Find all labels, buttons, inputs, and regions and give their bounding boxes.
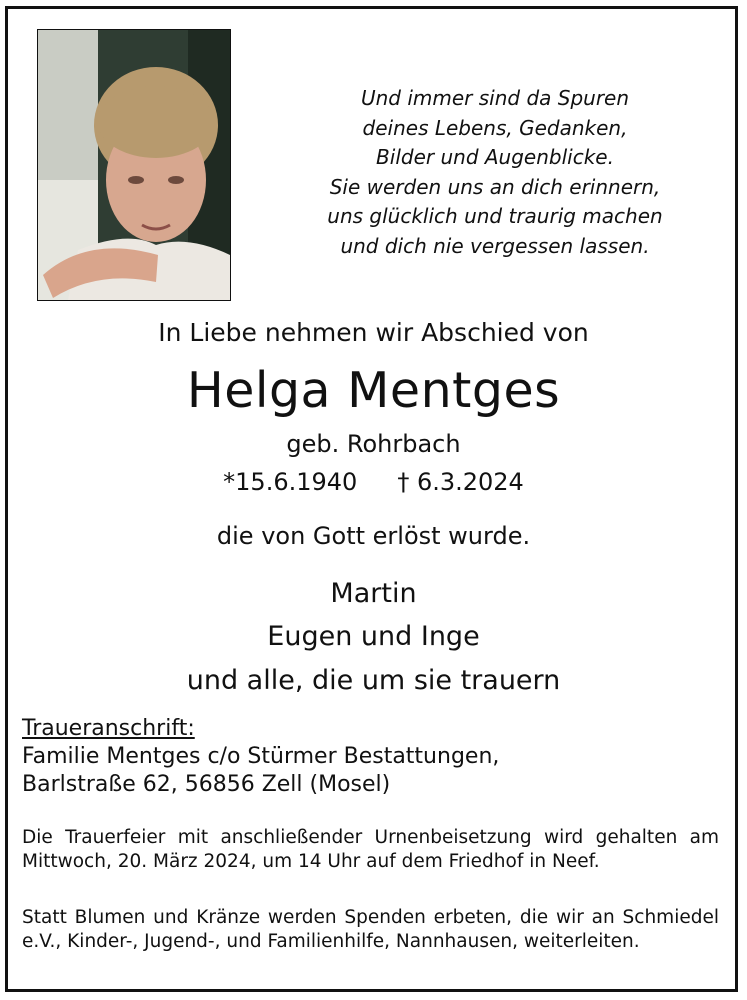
mourner-name: und alle, die um sie trauern bbox=[186, 665, 561, 696]
memorial-poem bbox=[270, 84, 720, 262]
portrait-image bbox=[38, 30, 230, 300]
address-line: Barlstraße 62, 56856 Zell (Mosel) bbox=[22, 772, 391, 797]
service-text: Die Trauerfeier mit anschließender Urnenbeisetzung wird gehalten am Mittwoch, 20. März 2024, um 14 Uhr auf dem Friedhof in Neef. bbox=[22, 827, 719, 872]
donation-text: Statt Blumen und Kränze werden Spenden erbeten, die wir an Schmiedel e.V., Kinder-, Jugend-, und Familienhilfe, Nannhausen, weiterleiten. bbox=[22, 907, 719, 952]
farewell-intro: In Liebe nehmen wir Abschied von bbox=[158, 318, 589, 347]
poem-line: Bilder und Augenblicke. bbox=[376, 145, 614, 170]
poem-line: uns glücklich und traurig machen bbox=[327, 204, 663, 229]
address-line: Familie Mentges c/o Stürmer Bestattungen, bbox=[22, 744, 500, 769]
mourning-address bbox=[22, 715, 499, 799]
life-dates bbox=[0, 468, 747, 496]
poem-line: deines Lebens, Gedanken, bbox=[362, 115, 628, 140]
birth-date: *15.6.1940 bbox=[223, 468, 358, 496]
poem-line: Sie werden uns an dich erinnern, bbox=[329, 174, 661, 199]
birth-name: geb. Rohrbach bbox=[286, 430, 461, 458]
poem-line: und dich nie vergessen lassen. bbox=[340, 233, 650, 258]
release-note: die von Gott erlöst wurde. bbox=[216, 522, 531, 550]
address-heading: Traueranschrift: bbox=[22, 716, 195, 741]
donation-info bbox=[22, 906, 719, 953]
mourner-name: Eugen und Inge bbox=[267, 621, 480, 652]
deceased-name: Helga Mentges bbox=[186, 362, 561, 419]
death-date: † 6.3.2024 bbox=[397, 468, 524, 496]
poem-line: Und immer sind da Spuren bbox=[360, 86, 630, 110]
mourner-name: Martin bbox=[330, 578, 417, 609]
service-info bbox=[22, 826, 719, 873]
portrait-photo bbox=[37, 29, 231, 301]
